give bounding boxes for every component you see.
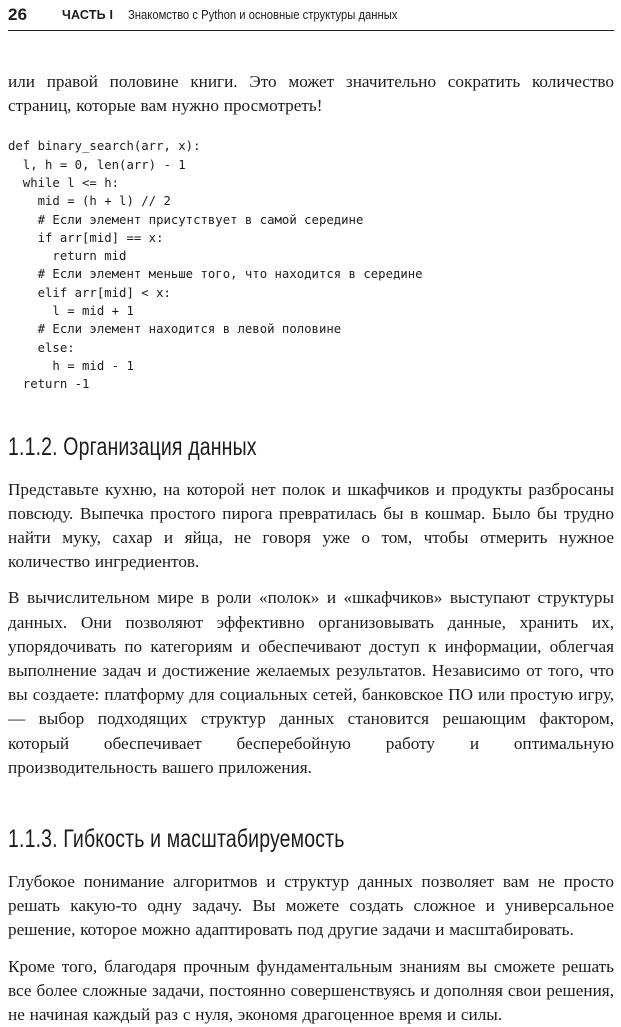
- paragraph-solid-knowledge: Кроме того, благодаря прочным фундаментальным знаниям вы сможете решать все более сложные задачи, постоянно совершенствуясь и дополняя свои решения, не начиная каждый раз с нуля, экономя драгоценное время и силы.: [8, 956, 614, 1025]
- code-line: l, h = 0, len(arr) - 1: [8, 157, 186, 172]
- running-header: [8, 0, 614, 31]
- code-block: [8, 137, 614, 393]
- code-line: while l <= h:: [8, 176, 120, 190]
- section-heading-flexibility: 1.1.3. Гибкость и масштабируемость: [8, 825, 345, 853]
- code-line: # Если элемент находится в левой половине: [8, 322, 342, 337]
- code-line: return -1: [8, 377, 90, 392]
- part-label: ЧАСТЬ I: [62, 8, 114, 22]
- code-line: else:: [8, 340, 75, 355]
- paragraph-deep-understanding: Глубокое понимание алгоритмов и структур данных позволяет вам не просто решать какую-то одну задачу. Вы можете создать сложное и универсальное решение, которое можно адаптировать под другие задачи и масштабировать.: [8, 872, 614, 940]
- page-number: 26: [8, 5, 28, 24]
- code-line: # Если элемент меньше того, что находится в середине: [8, 267, 423, 282]
- code-line: return mid: [8, 249, 127, 264]
- code-line: elif arr[mid] < x:: [8, 285, 171, 300]
- code-line: if arr[mid] == x:: [8, 230, 164, 245]
- code-line: l = mid + 1: [8, 304, 134, 319]
- paragraph-kitchen: Представьте кухню, на которой нет полок и шкафчиков и продукты разбросаны повсюду. Выпечка простого пирога превратилась бы в кошмар. Было бы трудно найти муку, сахар и яйца, не говоря уже о том, чтобы отмерить нужное количество ингредиентов.: [8, 479, 614, 572]
- code-line: # Если элемент присутствует в самой середине: [8, 212, 364, 227]
- paragraph-data-structures: В вычислительном мире в роли «полок» и «шкафчиков» выступают структуры данных. Они позволяют эффективно организовывать данные, хранить их, упорядочивать по категориям и обеспечивают доступ к информации, облегчая выполнение задач и достижение желаемых результатов. Независимо от того, что вы создаете: платформу для социальных сетей, банковское ПО или простую игру, — выбор подходящих структур данных становится решающим фактором, который обеспечивает бесперебойную работу и оптимальную производительность вашего приложения.: [8, 588, 614, 777]
- code-line: h = mid - 1: [8, 358, 134, 373]
- intro-paragraph: или правой половине книги. Это может значительно сократить количество страниц, которые вам нужно просмотреть!: [8, 72, 614, 116]
- part-title: Знакомство с Python и основные структуры данных: [128, 8, 398, 22]
- code-line: mid = (h + l) // 2: [8, 194, 171, 209]
- code-line: def binary_search(arr, x):: [8, 139, 201, 154]
- page-body: [8, 70, 614, 1027]
- section-heading-data-organization: 1.1.2. Организация данных: [8, 432, 257, 461]
